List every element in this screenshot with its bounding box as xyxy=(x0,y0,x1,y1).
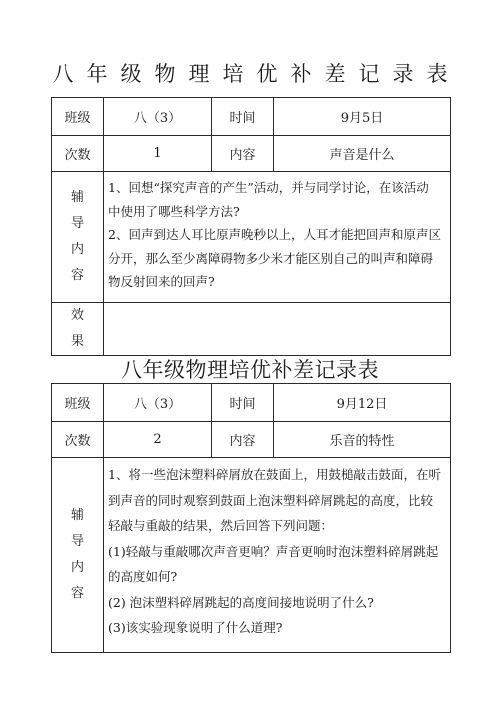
time-label: 时间 xyxy=(212,98,274,136)
time-label: 时间 xyxy=(212,384,274,422)
content-value: 声音是什么 xyxy=(274,136,451,172)
label-char: 容 xyxy=(70,268,84,283)
label-char: 内 xyxy=(70,560,84,575)
session-value: 2 xyxy=(104,422,212,458)
tutoring-content-label xyxy=(52,458,104,653)
label-char: 辅 xyxy=(70,508,84,523)
label-char: 容 xyxy=(70,586,84,601)
record-table-2 xyxy=(51,383,451,653)
table-row xyxy=(52,458,451,653)
effect-content xyxy=(104,303,451,356)
content-line: (2) 泡沫塑料碎屑跳起的高度间接地说明了什么? xyxy=(108,594,374,610)
content-label: 内容 xyxy=(212,422,274,458)
record-table-1 xyxy=(51,97,451,356)
tutoring-content xyxy=(104,458,451,653)
content-line: (1)轻敲与重敲哪次声音更响？声音更响时泡沫塑料碎屑跳起 xyxy=(108,543,439,559)
content-line: 物反射回来的回声? xyxy=(108,274,215,290)
content-line: 的高度如何? xyxy=(108,569,178,584)
tutoring-content xyxy=(104,172,451,303)
content-line: 到声音的同时观察到鼓面上泡沫塑料碎屑跳起的高度，比较 xyxy=(108,492,434,508)
content-line: 1、回想“探究声音的产生”活动，并与同学讨论，在该活动 xyxy=(108,180,429,195)
table-row xyxy=(52,98,451,136)
class-value: 八（3） xyxy=(104,384,212,422)
table-row xyxy=(52,136,451,172)
content-line: 2、回声到达人耳比原声晚秒以上，人耳才能把回声和原声区 xyxy=(108,227,441,243)
content-label: 内容 xyxy=(212,136,274,172)
time-value: 9月12日 xyxy=(274,384,451,422)
label-char: 导 xyxy=(70,216,84,231)
tutoring-content-label xyxy=(52,172,104,303)
session-label: 次数 xyxy=(52,422,104,458)
content-line: 分开，那么至少离障碍物多少米才能区别自己的叫声和障碍 xyxy=(108,250,434,266)
class-label: 班级 xyxy=(52,384,104,422)
time-value: 9月5日 xyxy=(274,98,451,136)
class-value: 八（3） xyxy=(104,98,212,136)
table-row xyxy=(52,422,451,458)
content-value: 乐音的特性 xyxy=(274,422,451,458)
section-title: 八年级物理培优补差记录表 xyxy=(121,358,379,382)
class-label: 班级 xyxy=(52,98,104,136)
content-line: 1、将一些泡沫塑料碎屑放在鼓面上，用鼓槌敲击鼓面，在听 xyxy=(108,467,441,482)
page-title: 八年级物理培优补差记录表 xyxy=(52,62,461,86)
table-row xyxy=(52,303,451,356)
label-char: 内 xyxy=(70,242,84,257)
content-line: 轻敲与重敲的结果，然后回答下列问题： xyxy=(108,518,334,533)
label-char: 果 xyxy=(70,334,84,349)
session-value: 1 xyxy=(104,136,212,172)
content-line: (3)该实验现象说明了什么道理? xyxy=(108,620,283,635)
content-line: 中使用了哪些科学方法? xyxy=(108,203,240,219)
label-char: 导 xyxy=(70,534,84,549)
table-row xyxy=(52,384,451,422)
label-char: 效 xyxy=(70,308,84,323)
session-label: 次数 xyxy=(52,136,104,172)
effect-label xyxy=(52,303,104,356)
table-row xyxy=(52,172,451,303)
label-char: 辅 xyxy=(70,190,84,205)
